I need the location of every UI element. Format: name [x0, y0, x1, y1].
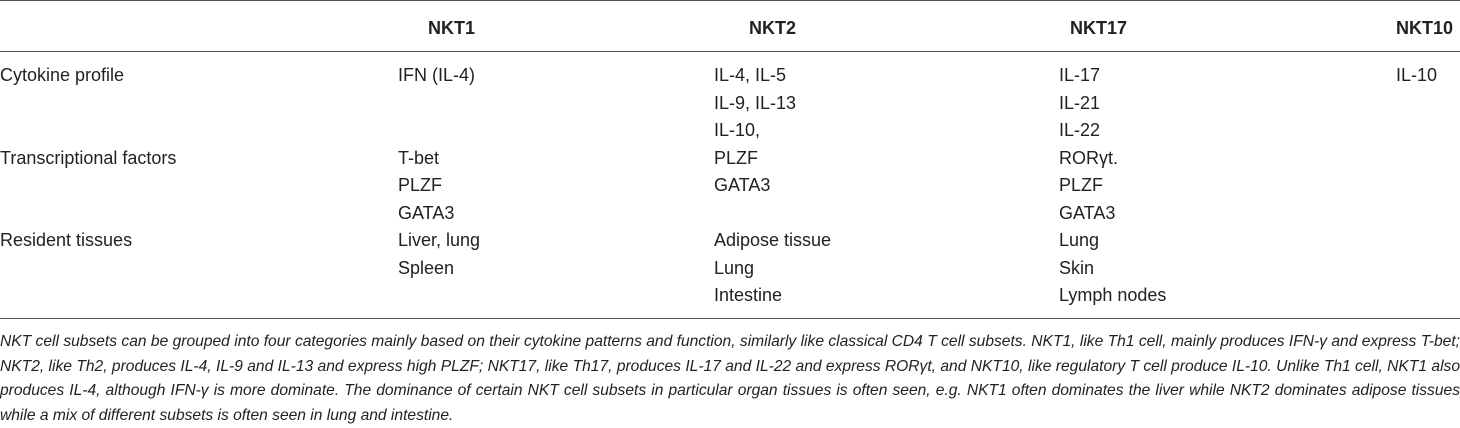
cell-cytokine-nkt2: [714, 62, 796, 145]
cell-line: GATA3: [714, 175, 771, 195]
bottom-rule: [0, 318, 1460, 319]
cell-line: Lung: [714, 257, 755, 278]
cell-line: IL-22: [1059, 120, 1101, 140]
row-label-resident-tissues: Resident tissues: [0, 230, 133, 250]
cell-line: PLZF: [1059, 175, 1104, 195]
header-nkt17: NKT17: [1070, 18, 1128, 38]
cell-line: Lymph nodes: [1059, 285, 1167, 305]
cell-line: IL-10,: [714, 120, 761, 140]
cell-line: IL-9, IL-13: [714, 92, 797, 113]
cell-transcription-nkt2: [714, 145, 770, 200]
cell-line: IL-10: [1396, 65, 1438, 85]
row-label-cytokine-profile: Cytokine profile: [0, 65, 125, 85]
top-rule: [0, 0, 1460, 1]
cell-tissues-nkt17: [1059, 227, 1166, 310]
cell-line: IL-17: [1059, 65, 1101, 85]
cell-line: Lung: [1059, 230, 1100, 250]
cell-line: IL-4, IL-5: [714, 65, 787, 85]
cell-line: Intestine: [714, 285, 783, 305]
cell-line: Liver, lung: [398, 230, 481, 250]
cell-line: PLZF: [714, 147, 759, 168]
cell-line: Skin: [1059, 257, 1095, 278]
cell-line: T-bet: [398, 147, 440, 168]
table-footnote: NKT cell subsets can be grouped into four categories mainly based on their cytokine patterns and function, similarly like classical CD4 T cell subsets. NKT1, like Th1 cell, mainly produces IFN-γ and express T-bet; NKT2, like Th2, produces IL-4, IL-9 and IL-13 and express high PLZF; NKT17, like Th17, produces IL-17 and IL-22 and express RORγt, and NKT10, like regulatory T cell produce IL-10. Unlike Th1 cell, NKT1 also produces IL-4, although IFN-γ is more dominate. The dominance of certain NKT cell subsets in particular organ tissues is often seen, e.g. NKT1 often dominates the liver while NKT2 dominates adipose tissues while a mix of different subsets is often seen in lung and intestine.: [0, 333, 1460, 424]
cell-tissues-nkt2: [714, 227, 831, 310]
header-nkt1: NKT1: [428, 18, 476, 38]
cell-line: Adipose tissue: [714, 230, 832, 250]
cell-line: IL-21: [1059, 92, 1101, 113]
cell-line: RORγt.: [1059, 147, 1119, 168]
cell-transcription-nkt1: [398, 145, 454, 228]
cell-cytokine-nkt10: [1396, 62, 1437, 90]
cell-line: PLZF: [398, 175, 443, 195]
cell-line: GATA3: [398, 202, 455, 223]
cell-transcription-nkt17: [1059, 145, 1118, 228]
cell-tissues-nkt1: [398, 227, 480, 282]
cell-cytokine-nkt17: [1059, 62, 1100, 145]
header-rule: [0, 51, 1460, 52]
cell-line: IFN (IL-4): [398, 65, 476, 85]
header-nkt2: NKT2: [749, 18, 797, 38]
cell-line: GATA3: [1059, 202, 1116, 223]
cell-cytokine-nkt1: [398, 62, 475, 90]
header-nkt10: NKT10: [1396, 18, 1454, 38]
cell-line: Spleen: [398, 257, 455, 278]
row-label-transcriptional-factors: Transcriptional factors: [0, 147, 177, 168]
